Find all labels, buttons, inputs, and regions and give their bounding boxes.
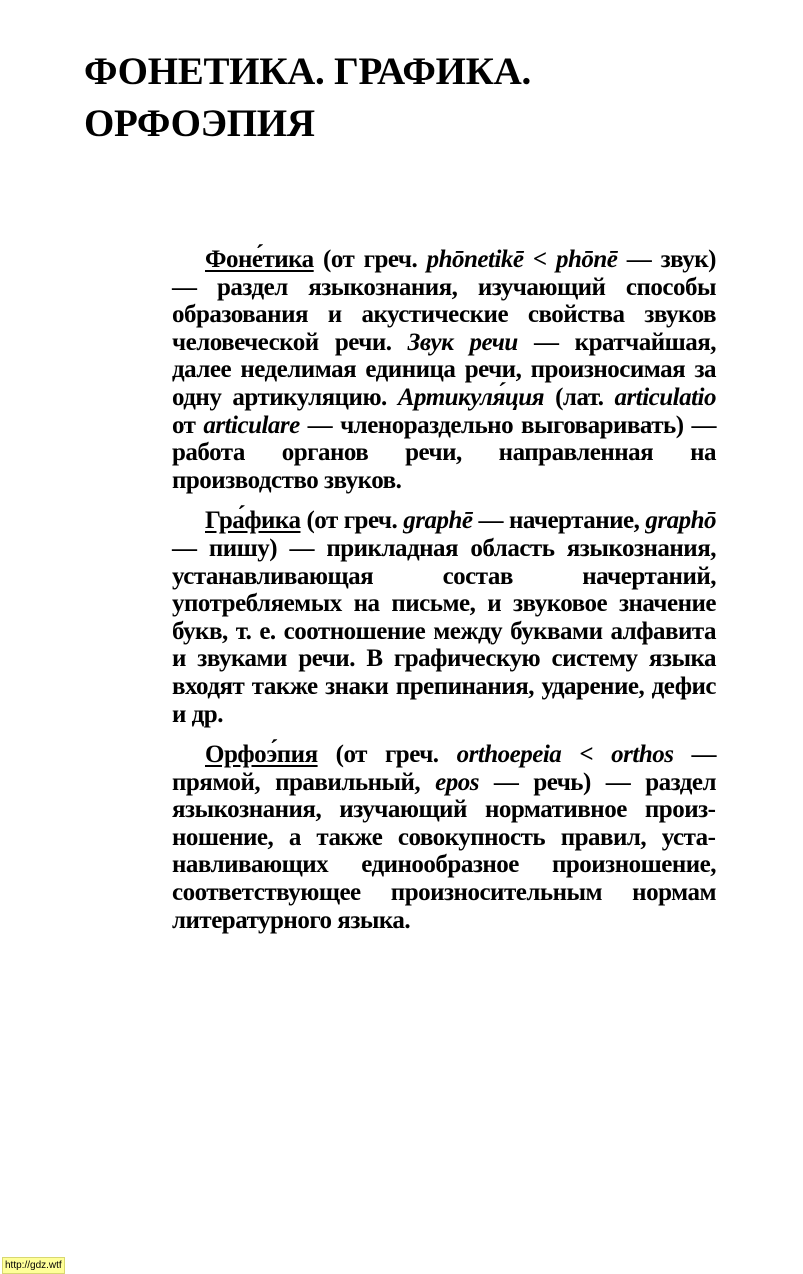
text-segment: (лат. — [544, 383, 615, 411]
paragraph-graphics — [172, 507, 716, 728]
italic-segment: articulatio — [614, 383, 716, 411]
italic-segment: graphō — [645, 507, 716, 535]
text-segment: от — [172, 411, 204, 439]
text-segment: — прямой, правильный, — [172, 741, 717, 796]
term-orthoepy: Орфоэ́пия — [205, 741, 318, 769]
italic-segment: articulare — [203, 411, 300, 439]
term-graphics: Гра́фика — [205, 507, 301, 535]
text-segment: — кратчайшая, далее неделимая единица речи, произносимая за одну артикуляцию. — [172, 328, 716, 411]
text-segment: — начертание, — [472, 507, 646, 535]
paragraph-orthoepy — [172, 741, 716, 934]
italic-segment: Артикуля́ция — [397, 383, 545, 411]
body-text — [172, 246, 716, 947]
text-segment: < — [523, 246, 556, 273]
italic-segment: graphē — [403, 507, 473, 535]
text-segment: < — [561, 741, 612, 769]
italic-segment: Звук речи — [407, 328, 518, 356]
text-segment: — звук) — раздел языкознания, изучающий способы образования и акустические свойства звуков человеческой речи. — [172, 246, 716, 356]
text-segment: — пишу) — прикладная область языкознания, устанавливающая состав начертаний, употребляемых на письме, и звуковое значение букв, т. е. соотношение между буквами алфавита и звуками речи. В графическую систему языка входят также знаки препинания, ударение, дефис и др. — [172, 534, 716, 728]
italic-segment: orthos — [611, 741, 674, 769]
italic-segment: phōnē — [555, 246, 618, 273]
term-phonetics: Фоне́тика — [205, 246, 314, 273]
watermark-link[interactable]: http://gdz.wtf — [2, 1257, 65, 1274]
page-title — [84, 46, 764, 150]
italic-segment: epos — [435, 768, 479, 796]
italic-segment: orthoepeia — [456, 741, 562, 769]
italic-segment: phōnetikē — [426, 246, 524, 273]
text-segment: (от греч. — [313, 246, 427, 273]
text-segment: — членораздельно выговаривать) — работа органов речи, направленная на производство звуков. — [172, 411, 716, 494]
text-segment: (от греч. — [317, 741, 457, 769]
text-segment: — речь) — раздел языкознания, изучающий нормативное произношение, а также совокупность правил, устанавливающих единообразное произношение, соответствующее произносительным нормам литературного языка. — [172, 768, 716, 934]
paragraph-phonetics — [172, 246, 716, 494]
page-title-line-1: ФОНЕТИКА. ГРАФИКА. — [84, 50, 531, 93]
page-title-line-2: ОРФОЭПИЯ — [84, 102, 315, 145]
text-segment: (от греч. — [300, 507, 404, 535]
